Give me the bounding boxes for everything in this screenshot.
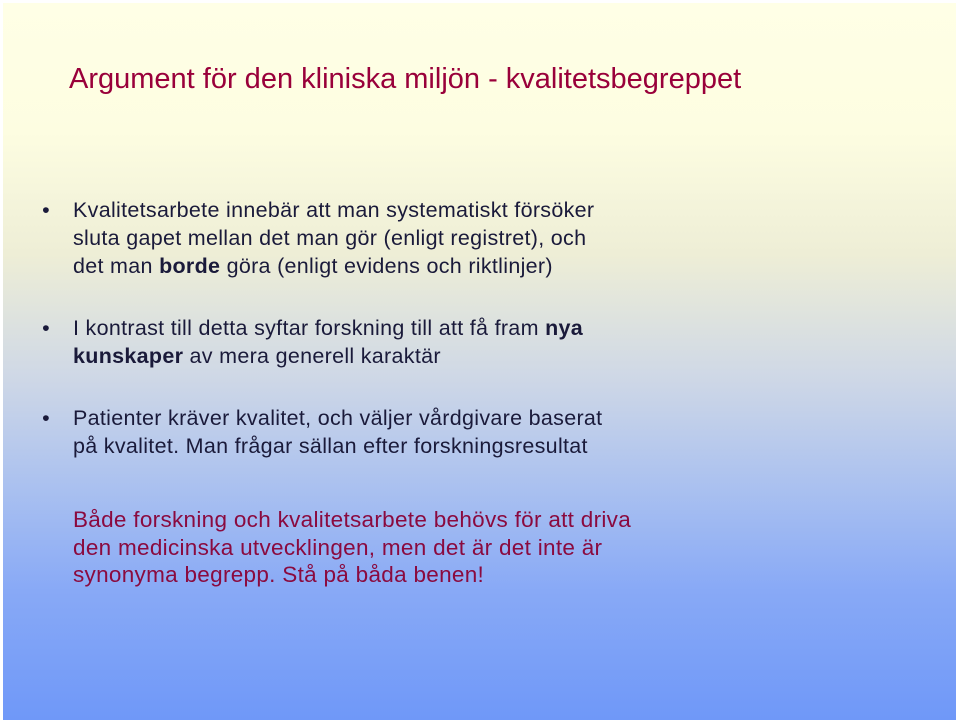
text-run: på kvalitet. Man frågar sällan efter forskningsresultat xyxy=(73,434,588,458)
text-run: det man xyxy=(73,254,160,278)
bullet-icon: • xyxy=(42,316,50,340)
bullet-line xyxy=(73,342,739,370)
text-run: göra (enligt evidens och riktlinjer) xyxy=(220,254,553,278)
bullet-text xyxy=(73,404,739,460)
emphasis-text: nya xyxy=(545,316,584,340)
text-run: av mera generell karaktär xyxy=(183,344,441,368)
bullet-icon: • xyxy=(42,406,50,430)
text-run: Patienter kräver kvalitet, och väljer vårdgivare baserat xyxy=(73,406,603,430)
conclusion-line: synonyma begrepp. Stå på båda benen! xyxy=(73,562,485,587)
bullet-item xyxy=(39,404,739,460)
text-run: I kontrast till detta syftar forskning till att få fram xyxy=(73,316,546,340)
text-run: sluta gapet mellan det man gör (enligt registret), och xyxy=(73,226,587,250)
bullet-line xyxy=(73,196,739,224)
bullet-icon: • xyxy=(42,198,50,222)
conclusion-text xyxy=(73,506,773,589)
bullet-line xyxy=(73,404,739,432)
conclusion-line: Både forskning och kvalitetsarbete behövs för att driva xyxy=(73,507,632,532)
emphasis-text: borde xyxy=(159,254,221,278)
bullet-item xyxy=(39,314,739,370)
slide-title: Argument för den kliniska miljön - kvalitetsbegreppet xyxy=(69,63,742,95)
conclusion-line: den medicinska utvecklingen, men det är det inte är xyxy=(73,534,603,560)
bullet-item xyxy=(39,196,739,280)
slide xyxy=(3,3,956,720)
bullet-line xyxy=(73,432,739,460)
bullet-line xyxy=(73,314,739,342)
bullet-text xyxy=(73,196,739,280)
bullet-line xyxy=(73,252,739,280)
text-run: Kvalitetsarbete innebär att man systematiskt försöker xyxy=(73,198,595,222)
bullet-list xyxy=(39,196,739,460)
bullet-line xyxy=(73,224,739,252)
bullet-text xyxy=(73,314,739,370)
emphasis-text: kunskaper xyxy=(73,344,184,368)
